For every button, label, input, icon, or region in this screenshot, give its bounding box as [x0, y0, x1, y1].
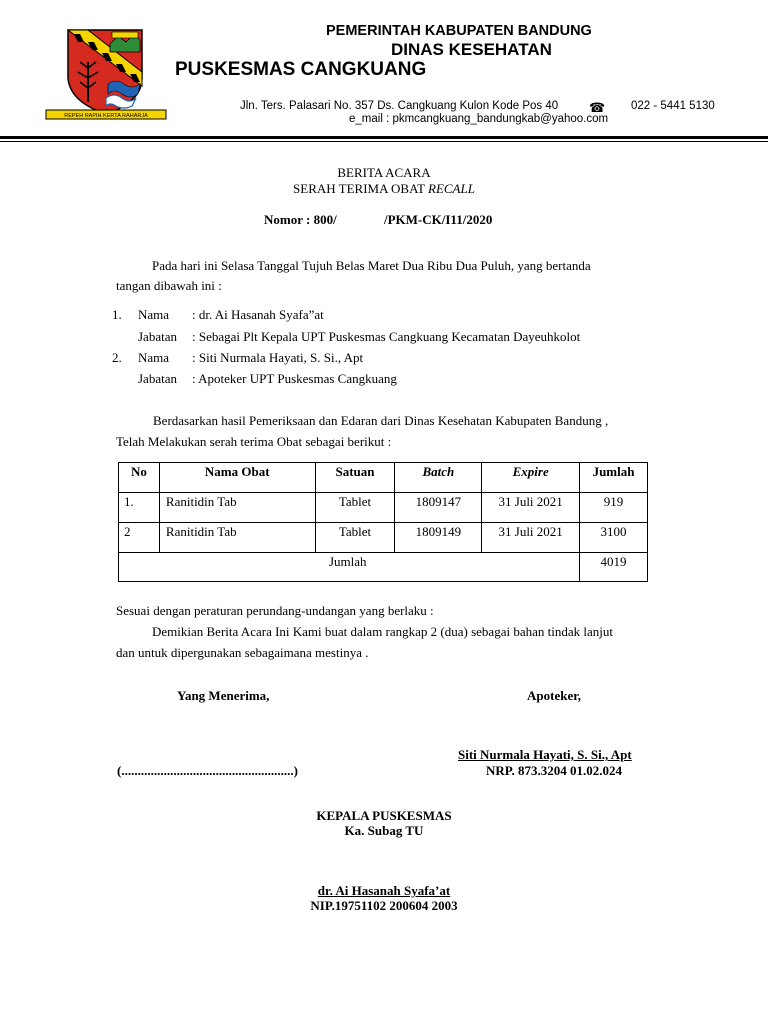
- party-role: : Sebagai Plt Kepala UPT Puskesmas Cangkuang Kecamatan Dayeuhkolot: [192, 329, 581, 344]
- closing-line-1: Sesuai dengan peraturan perundang-undangan yang berlaku :: [116, 603, 434, 618]
- table-row: [119, 523, 648, 553]
- column-header-no: No: [119, 463, 160, 493]
- office-email: e_mail : pkmcangkuang_bandungkab@yahoo.com: [349, 113, 609, 125]
- office-name: PUSKESMAS CANGKUANG: [175, 59, 427, 80]
- total-value: 4019: [580, 553, 648, 582]
- party-role: : Apoteker UPT Puskesmas Cangkuang: [192, 371, 397, 386]
- office-phone: 022 - 5441 5130: [631, 100, 715, 112]
- table-row: [119, 493, 648, 523]
- total-label: Jumlah: [119, 553, 580, 582]
- document-subtitle: SERAH TERIMA OBAT RECALL: [293, 181, 475, 196]
- column-header-batch: Batch: [395, 463, 482, 493]
- cell-name: Ranitidin Tab: [159, 523, 315, 553]
- head-id: NIP.19751102 200604 2003: [310, 898, 458, 913]
- header-rule-thick: [0, 136, 768, 139]
- column-header-qty: Jumlah: [580, 463, 648, 493]
- table-header-row: [119, 463, 648, 493]
- cell-qty: 3100: [580, 523, 648, 553]
- header-rule-thin: [0, 141, 768, 142]
- party-number: 2.: [112, 350, 122, 365]
- recall-items-table: [118, 462, 648, 582]
- basis-line-2: Telah Melakukan serah terima Obat sebagai berikut :: [116, 434, 392, 449]
- cell-expire: 31 Juli 2021: [482, 493, 580, 523]
- pharmacist-id: NRP. 873.3204 01.02.024: [486, 763, 623, 778]
- telephone-icon: ☎: [589, 100, 606, 115]
- head-subtitle: Ka. Subag TU: [344, 823, 424, 838]
- cell-qty: 919: [580, 493, 648, 523]
- logo-motto: REPEH RAPIH KERTA RAHARJA: [64, 113, 148, 119]
- party-role-label: Jabatan: [138, 371, 177, 386]
- cell-unit: Tablet: [315, 523, 395, 553]
- document-number-suffix: /PKM-CK/I11/2020: [384, 212, 493, 227]
- party-name: : Siti Nurmala Hayati, S. Si., Apt: [192, 350, 364, 365]
- cell-no: 2: [119, 523, 160, 553]
- cell-name: Ranitidin Tab: [159, 493, 315, 523]
- intro-line-2: tangan dibawah ini :: [116, 278, 222, 293]
- pharmacist-name: Siti Nurmala Hayati, S. Si., Apt: [458, 747, 632, 762]
- cell-expire: 31 Juli 2021: [482, 523, 580, 553]
- head-title: KEPALA PUSKESMAS: [316, 808, 452, 823]
- party-role-label: Jabatan: [138, 329, 177, 344]
- receiver-signature-blank: (.....................................................): [117, 763, 298, 778]
- party-name-label: Nama: [138, 350, 170, 365]
- closing-line-2: Demikian Berita Acara Ini Kami buat dalam rangkap 2 (dua) sebagai bahan tindak lanjut: [152, 624, 613, 639]
- document-number-label: Nomor : 800/: [264, 212, 337, 227]
- government-name: PEMERINTAH KABUPATEN BANDUNG: [326, 23, 592, 39]
- receiver-label: Yang Menerima,: [177, 688, 270, 703]
- column-header-expire: Expire: [482, 463, 580, 493]
- cell-no: 1.: [119, 493, 160, 523]
- party-number: 1.: [112, 307, 122, 322]
- cell-batch: 1809147: [395, 493, 482, 523]
- intro-line-1: Pada hari ini Selasa Tanggal Tujuh Belas Maret Dua Ribu Dua Puluh, yang bertanda: [152, 258, 591, 273]
- cell-batch: 1809149: [395, 523, 482, 553]
- document-title: BERITA ACARA: [337, 165, 431, 180]
- office-address: Jln. Ters. Palasari No. 357 Ds. Cangkuang Kulon Kode Pos 40: [240, 100, 559, 112]
- department-name: DINAS KESEHATAN: [391, 40, 552, 59]
- cell-unit: Tablet: [315, 493, 395, 523]
- head-name: dr. Ai Hasanah Syafa’at: [317, 883, 451, 898]
- basis-line-1: Berdasarkan hasil Pemeriksaan dan Edaran dari Dinas Kesehatan Kabupaten Bandung ,: [153, 413, 609, 428]
- column-header-name: Nama Obat: [159, 463, 315, 493]
- closing-line-3: dan untuk dipergunakan sebagaimana mestinya .: [116, 645, 369, 660]
- regency-logo: [40, 22, 172, 126]
- table-total-row: [119, 553, 648, 582]
- party-name-label: Nama: [138, 307, 170, 322]
- pharmacist-label: Apoteker,: [527, 688, 582, 703]
- party-name: : dr. Ai Hasanah Syafa”at: [192, 307, 324, 322]
- column-header-unit: Satuan: [315, 463, 395, 493]
